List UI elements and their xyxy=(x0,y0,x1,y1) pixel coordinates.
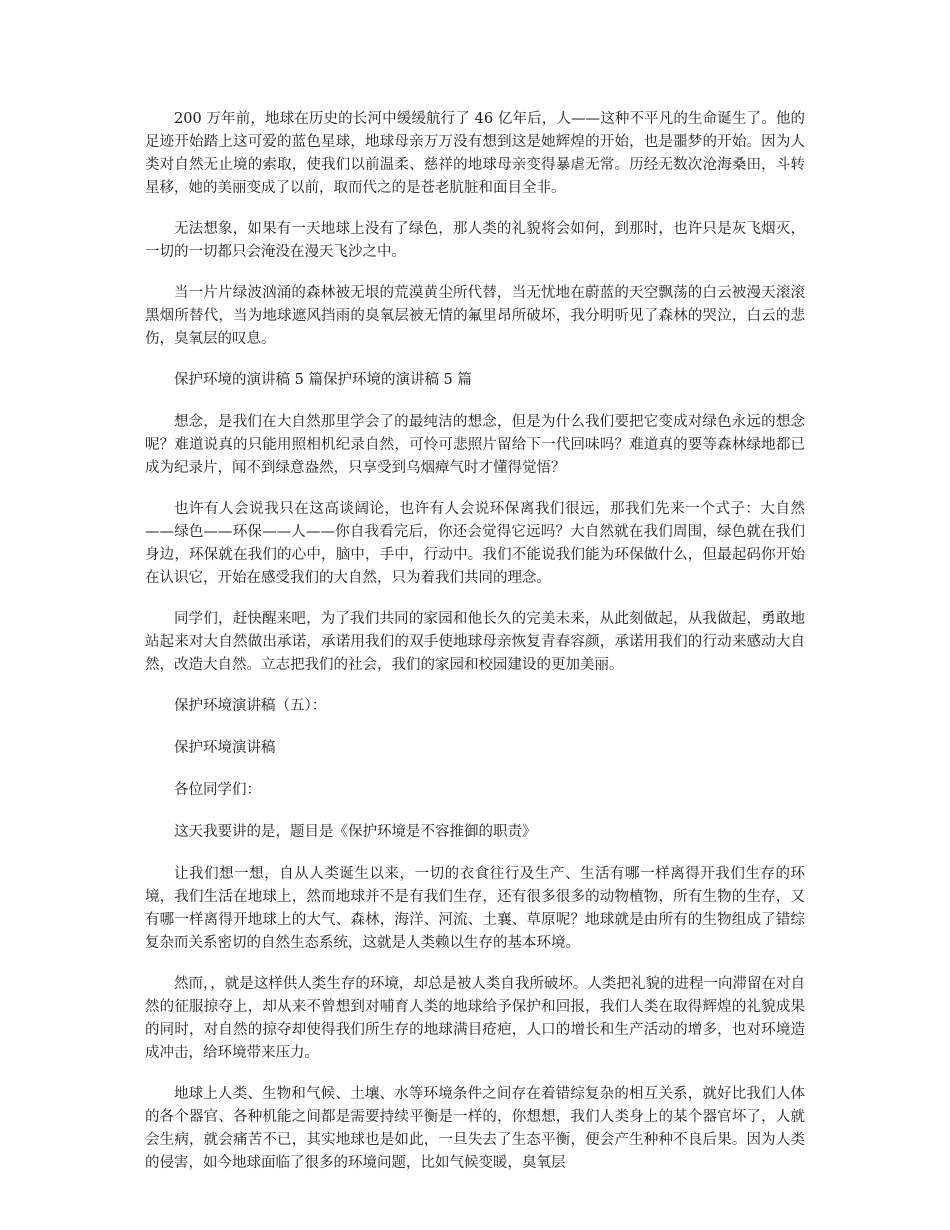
paragraph-imagine: 无法想象，如果有一天地球上没有了绿色，那人类的礼貌将会如何，到那时，也许只是灰飞烟灭，一切的一切都只会淹没在漫天飞沙之中。 xyxy=(145,221,805,260)
paragraph-heading-speeches: 保护环境的演讲稿 5 篇保护环境的演讲稿 5 篇 xyxy=(174,372,472,388)
paragraph-section-five: 保护环境演讲稿（五）： xyxy=(174,698,327,714)
document-page xyxy=(145,108,805,1193)
paragraph-destruction: 然而，，就是这样供人类生存的环境，却总是被人类自我所破坏。人类把礼貌的进程一向滞留在对自然的征服掠夺上，却从来不曾想到对哺育人类的地球给予保护和回报，我们人类在取得辉煌的礼貌成果的同时，对自然的掠夺却使得我们所生存的地球满目疮疤，人口的增长和生产活动的增多，也对环境造成冲击，给环境带来压力。 xyxy=(145,976,805,1061)
paragraph-missing: 想念，是我们在大自然那里学会了的最纯洁的想念，但是为什么我们要把它变成对绿色永远的想念呢？难道说真的只能用照相机纪录自然，可怜可悲照片留给下一代回味吗？难道真的要等森林绿地都已成为纪录片，闻不到绿意盎然，只享受到乌烟瘴气时才懂得觉悟？ xyxy=(145,414,805,476)
paragraph-formula: 也许有人会说我只在这高谈阔论，也许有人会说环保离我们很远，那我们先来一个式子：大自然——绿色——环保——人——你自我看完后，你还会觉得它远吗？大自然就在我们周围，绿色就在我们身边，环保就在我们的心中，脑中，手中，行动中。我们不能说我们能为环保做什么，但最起码你开始在认识它，开始在感受我们的大自然，只为着我们共同的理念。 xyxy=(145,501,805,586)
paragraph-forest: 当一片片绿波汹涌的森林被无垠的荒漠黄尘所代替，当无忧地在蔚蓝的天空飘荡的白云被漫天滚滚黑烟所替代，当为地球遮风挡雨的臭氧层被无情的氟里昂所破坏，我分明听见了森林的哭泣，白云的悲伤，臭氧层的叹息。 xyxy=(145,285,805,347)
paragraph-greeting: 各位同学们： xyxy=(174,782,261,798)
paragraph-speech-title: 保护环境演讲稿 xyxy=(174,740,276,756)
paragraph-intro: 200 万年前，地球在历史的长河中缓缓航行了 46 亿年后，人——这种不平凡的生命诞生了。他的足迹开始踏上这可爱的蓝色星球，地球母亲万万没有想到这是她辉煌的开始，也是噩梦的开始。因为人类对自然无止境的索取，使我们以前温柔、慈祥的地球母亲变得暴虐无常。历经无数次沧海桑田，斗转星移，她的美丽变成了以前，取而代之的是苍老肮脏和面目全非。 xyxy=(145,111,805,196)
paragraph-call-to-action: 同学们，赶快醒来吧，为了我们共同的家园和他长久的完美未来，从此刻做起，从我做起，勇敢地站起来对大自然做出承诺，承诺用我们的双手使地球母亲恢复青春容颜，承诺用我们的行动来感动大自然，改造大自然。立志把我们的社会，我们的家园和校园建设的更加美丽。 xyxy=(145,611,805,673)
paragraph-balance: 地球上人类、生物和气候、土壤、水等环境条件之间存在着错综复杂的相互关系，就好比我们人体的各个器官、各种机能之间都是需要持续平衡是一样的，你想想，我们人类身上的某个器官坏了，人就会生病，就会痛苦不已，其实地球也是如此，一旦失去了生态平衡，便会产生种种不良后果。因为人类的侵害，如今地球面临了很多的环境问题，比如气候变暖，臭氧层 xyxy=(145,1086,805,1171)
paragraph-topic: 这天我要讲的是，题目是《保护环境是不容推御的职责》 xyxy=(174,824,537,840)
paragraph-environment: 让我们想一想，自从人类诞生以来，一切的衣食往行及生产、生活有哪一样离得开我们生存的环境，我们生活在地球上，然而地球并不是有我们生存，还有很多很多的动物植物，所有生物的生存，又有哪一样离得开地球上的大气、森林，海洋、河流、土襄、草原呢？地球就是由所有的生物组成了错综复杂而关系密切的自然生态系统，这就是人类赖以生存的基本环境。 xyxy=(145,866,805,951)
